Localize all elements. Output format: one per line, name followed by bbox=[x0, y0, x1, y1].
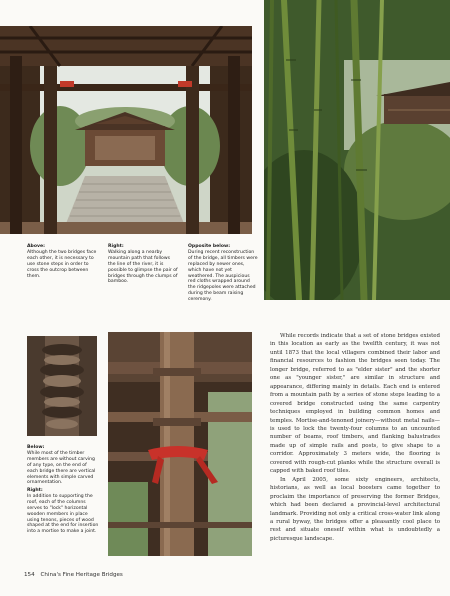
article-body bbox=[270, 332, 440, 543]
caption-right-bottom-text: In addition to supporting the roof, each of the columns serves to "lock" horizontal wooden members in place using tenons, pieces of wood shaped at the end for insertion into a mortise to make a joint. bbox=[27, 493, 99, 535]
caption-right-top-text: Walking along a nearby mountain path that follows the line of the river, it is possible to glimpse the pair of bridges through the clumps of bamboo. bbox=[108, 249, 178, 285]
caption-opposite-below bbox=[188, 244, 258, 303]
body-paragraph: In April 2005, some sixty engineers, architects, historians, as well as local boosters came together to proclaim the importance of preserving the former Bridges, which had been declared a provincial-level architectural landmark. Providing not only a critical cross-water link along a rural byway, the bridges offer a pleasantly cool place to rest and situate oneself within what is undoubtedly a picturesque landscape. bbox=[270, 476, 440, 542]
caption-above-heading: Above: bbox=[27, 244, 45, 249]
caption-right-bottom bbox=[27, 488, 101, 535]
photo-carved-post bbox=[27, 336, 97, 436]
book-title: China's Fine Heritage Bridges bbox=[40, 572, 123, 578]
photo-bamboo-grove bbox=[264, 0, 450, 300]
caption-right-top-heading: Right: bbox=[108, 244, 124, 249]
body-paragraph: While records indicate that a set of stone bridges existed in this location as early as the twelfth century, it was not until 1873 that the local villagers combined their labor and financial resources to fashion the bridges seen today. The longer bridge, referred to as "elder sister" and the shorter one as "younger sister," are similar in structure and appearance, differing mainly in details. Each end is entered from a mountain path by a series of stone steps leading to a covered bridge constructed using the same carpentry techniques employed in building common homes and temples. Mortise-and-tenoned joinery—without metal nails—is used to lock the twenty-four columns to an uncounted number of beams, roof timbers, and flanking balustrades made up of simple rails and posts, to give shape to a corridor. Approximately 3 meters wide, the flooring is covered with rough-cut planks while the structure overall is capped with baked roof tiles. bbox=[270, 333, 440, 475]
caption-below bbox=[27, 445, 99, 486]
caption-opposite-below-text: During recent reconstruction of the bridge, all timbers were replaced by newer ones, which have not yet weathered. The auspicious red cloths wrapped around the ridgepoles were attached during the beam raising ceremony. bbox=[188, 249, 258, 303]
caption-below-heading: Below: bbox=[27, 445, 45, 450]
caption-above-text: Although the two bridges face each other, it is necessary to use stone steps in order to cross the outcrop between them. bbox=[27, 249, 97, 279]
page-footer bbox=[24, 572, 127, 578]
caption-below-text: While most of the timber members are without carving of any type, on the end of each bridge there are vertical elements with simple carved ornamentation. bbox=[27, 450, 96, 486]
photo-covered-bridge-interior bbox=[0, 26, 252, 234]
caption-right-top bbox=[108, 244, 178, 285]
page-number: 154 bbox=[24, 572, 35, 578]
photo-column-red-cloth bbox=[108, 332, 252, 556]
caption-opposite-below-heading: Opposite below: bbox=[188, 244, 231, 249]
caption-right-bottom-heading: Right: bbox=[27, 488, 43, 493]
caption-above bbox=[27, 244, 97, 279]
